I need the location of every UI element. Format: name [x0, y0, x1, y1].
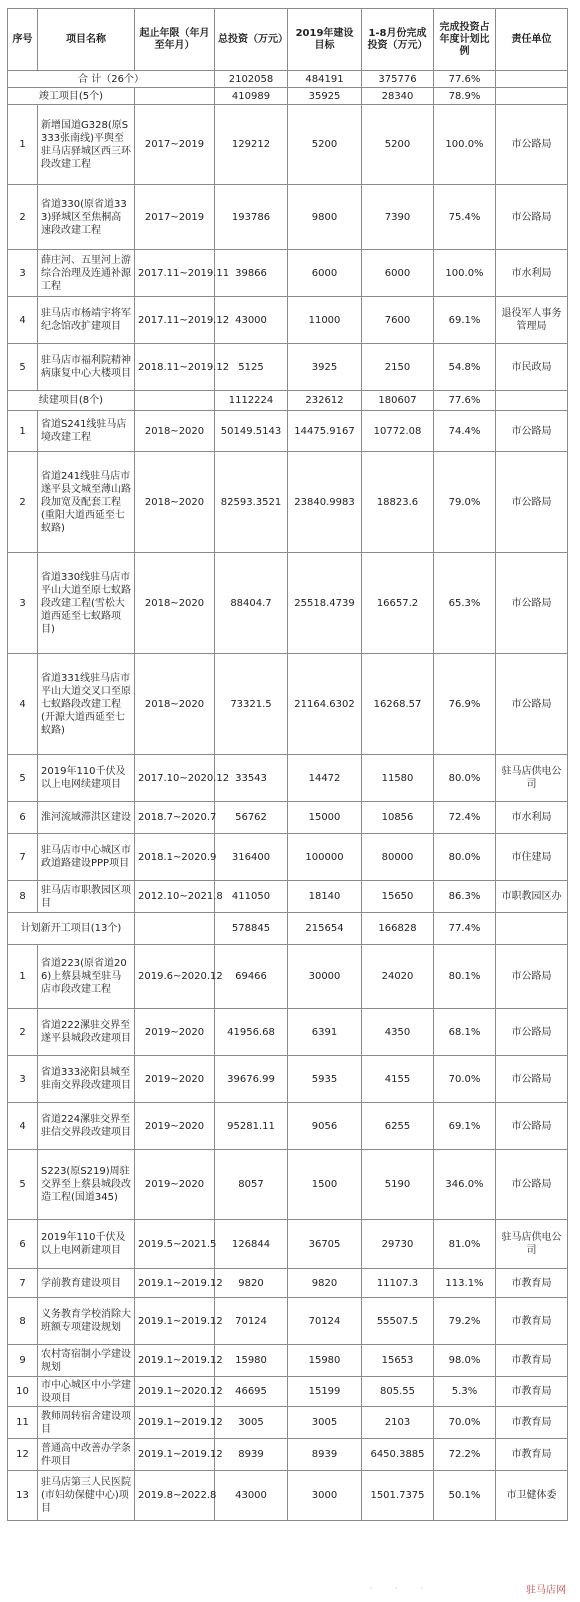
cell-annual-target: 6391 [288, 1009, 362, 1056]
cell-responsible-unit: 市教育局 [496, 1298, 568, 1345]
cell-annual-target: 25518.4739 [288, 553, 362, 654]
cell-no: 12 [8, 1439, 38, 1471]
cell-completed: 16657.2 [362, 553, 434, 654]
cell-project-name: 教师周转宿舍建设项目 [38, 1407, 135, 1439]
cell-annual-target: 36705 [288, 1220, 362, 1269]
cell-period: 2019.8~2022.8 [135, 1471, 215, 1521]
cell-completed: 16268.57 [362, 654, 434, 755]
cell-responsible-unit: 市公路局 [496, 452, 568, 553]
cell-annual-target: 5935 [288, 1056, 362, 1103]
cell-responsible-unit: 市教育局 [496, 1269, 568, 1298]
cell-ratio: 346.0% [434, 1150, 496, 1220]
cell-annual-target: 3005 [288, 1407, 362, 1439]
cell-no: 8 [8, 881, 38, 913]
cell-completed: 10772.08 [362, 411, 434, 452]
cell-annual-target: 14472 [288, 755, 362, 802]
cell-period: 2017~2019 [135, 185, 215, 250]
cell-completed: 18823.6 [362, 452, 434, 553]
cell-responsible-unit: 市公路局 [496, 411, 568, 452]
cell-completed: 805.55 [362, 1377, 434, 1407]
cell-period: 2017.10~2020.12 [135, 755, 215, 802]
cell-responsible-unit: 市公路局 [496, 1150, 568, 1220]
cell-project-name: 省道223(原省道206)上蔡县城至驻马店市段改建工程 [38, 945, 135, 1009]
cell-no: 6 [8, 1220, 38, 1269]
cell-period: 2018~2020 [135, 553, 215, 654]
cell-period: 2018.11~2019.12 [135, 344, 215, 391]
table-body [8, 71, 568, 1521]
cell-total-investment: 46695 [215, 1377, 288, 1407]
cell-annual-target: 8939 [288, 1439, 362, 1471]
grand-total-done: 375776 [362, 71, 434, 88]
cell-ratio: 65.3% [434, 553, 496, 654]
cell-total-investment: 56762 [215, 802, 288, 834]
cell-period: 2019~2020 [135, 1150, 215, 1220]
cell-ratio: 76.9% [434, 654, 496, 755]
cell-no: 8 [8, 1298, 38, 1345]
cell-no: 2 [8, 452, 38, 553]
cell-annual-target: 23840.9983 [288, 452, 362, 553]
cell-total-investment: 43000 [215, 297, 288, 344]
cell-completed: 7390 [362, 185, 434, 250]
cell-period: 2019.5~2021.5 [135, 1220, 215, 1269]
cell-total-investment: 8057 [215, 1150, 288, 1220]
cell-responsible-unit: 市职教园区办 [496, 881, 568, 913]
cell-no: 4 [8, 1103, 38, 1150]
cell-period: 2019.6~2020.12 [135, 945, 215, 1009]
header-row [8, 9, 568, 71]
cell-project-name: 省道S241线驻马店境改建工程 [38, 411, 135, 452]
section-ratio: 77.4% [434, 913, 496, 945]
cell-ratio: 50.1% [434, 1471, 496, 1521]
table-row [8, 250, 568, 297]
cell-no: 2 [8, 1009, 38, 1056]
cell-no: 3 [8, 553, 38, 654]
cell-no: 3 [8, 250, 38, 297]
cell-ratio: 100.0% [434, 250, 496, 297]
cell-annual-target: 9056 [288, 1103, 362, 1150]
cell-ratio: 54.8% [434, 344, 496, 391]
section-period [135, 391, 215, 411]
cell-annual-target: 15980 [288, 1345, 362, 1377]
cell-project-name: 农村寄宿制小学建设规划 [38, 1345, 135, 1377]
cell-responsible-unit: 市公路局 [496, 1056, 568, 1103]
table-row [8, 881, 568, 913]
cell-responsible-unit: 市公路局 [496, 185, 568, 250]
section-total: 410989 [215, 88, 288, 105]
cell-total-investment: 95281.11 [215, 1103, 288, 1150]
cell-responsible-unit: 驻马店供电公司 [496, 755, 568, 802]
grand-total-label: 合 计（26个） [8, 71, 215, 88]
section-total: 578845 [215, 913, 288, 945]
cell-responsible-unit: 市住建局 [496, 834, 568, 881]
cell-ratio: 68.1% [434, 1009, 496, 1056]
table-row [8, 1269, 568, 1298]
table-row [8, 834, 568, 881]
cell-period: 2019.1~2020.12 [135, 1377, 215, 1407]
cell-period: 2019.1~2019.12 [135, 1345, 215, 1377]
section-target: 35925 [288, 88, 362, 105]
cell-project-name: 2019年110千伏及以上电网新建项目 [38, 1220, 135, 1269]
cell-annual-target: 3000 [288, 1471, 362, 1521]
section-target: 232612 [288, 391, 362, 411]
cell-ratio: 72.2% [434, 1439, 496, 1471]
cell-total-investment: 41956.68 [215, 1009, 288, 1056]
section-done: 28340 [362, 88, 434, 105]
cell-total-investment: 88404.7 [215, 553, 288, 654]
cell-total-investment: 43000 [215, 1471, 288, 1521]
section-unit [496, 88, 568, 105]
col-header-unit: 责任单位 [496, 9, 568, 71]
table-row [8, 1056, 568, 1103]
section-label: 计划新开工项目(13个) [8, 913, 135, 945]
cell-no: 7 [8, 834, 38, 881]
cell-completed: 80000 [362, 834, 434, 881]
cell-project-name: 省道330(原省道333)驿城区至焦桐高速段改建工程 [38, 185, 135, 250]
cell-total-investment: 9820 [215, 1269, 288, 1298]
table-row [8, 1220, 568, 1269]
cell-completed: 29730 [362, 1220, 434, 1269]
cell-annual-target: 9800 [288, 185, 362, 250]
grand-total-unit [496, 71, 568, 88]
cell-ratio: 113.1% [434, 1269, 496, 1298]
table-row [8, 411, 568, 452]
cell-ratio: 100.0% [434, 105, 496, 185]
cell-no: 13 [8, 1471, 38, 1521]
table-row [8, 452, 568, 553]
cell-ratio: 86.3% [434, 881, 496, 913]
section-row [8, 88, 568, 105]
cell-completed: 1501.7375 [362, 1471, 434, 1521]
cell-ratio: 81.0% [434, 1220, 496, 1269]
cell-completed: 7600 [362, 297, 434, 344]
table-row [8, 1377, 568, 1407]
cell-responsible-unit: 市公路局 [496, 654, 568, 755]
cell-annual-target: 5200 [288, 105, 362, 185]
section-period [135, 913, 215, 945]
cell-ratio: 79.0% [434, 452, 496, 553]
cell-completed: 5190 [362, 1150, 434, 1220]
table-row [8, 185, 568, 250]
cell-period: 2019.1~2019.12 [135, 1439, 215, 1471]
cell-completed: 11107.3 [362, 1269, 434, 1298]
cell-project-name: 省道333泌阳县城至驻南交界段改建项目 [38, 1056, 135, 1103]
table-row [8, 105, 568, 185]
cell-responsible-unit: 市公路局 [496, 1009, 568, 1056]
cell-period: 2019~2020 [135, 1009, 215, 1056]
cell-ratio: 79.2% [434, 1298, 496, 1345]
table-row [8, 654, 568, 755]
col-header-period: 起止年限（年月至年月） [135, 9, 215, 71]
grand-total-total: 2102058 [215, 71, 288, 88]
cell-no: 1 [8, 411, 38, 452]
cell-no: 5 [8, 1150, 38, 1220]
cell-completed: 6450.3885 [362, 1439, 434, 1471]
cell-no: 2 [8, 185, 38, 250]
table-row [8, 1407, 568, 1439]
table-row [8, 802, 568, 834]
cell-completed: 55507.5 [362, 1298, 434, 1345]
cell-project-name: 义务教育学校消除大班额专项建设规划 [38, 1298, 135, 1345]
cell-responsible-unit: 市公路局 [496, 105, 568, 185]
grand-total-ratio: 77.6% [434, 71, 496, 88]
table-row [8, 1298, 568, 1345]
table-row [8, 1345, 568, 1377]
cell-total-investment: 70124 [215, 1298, 288, 1345]
cell-total-investment: 8939 [215, 1439, 288, 1471]
cell-period: 2018~2020 [135, 452, 215, 553]
section-ratio: 77.6% [434, 391, 496, 411]
cell-no: 10 [8, 1377, 38, 1407]
cell-project-name: 省道331线驻马店市平山大道交叉口至原七蚁路段改建工程(开源大道西延至七蚁路) [38, 654, 135, 755]
cell-responsible-unit: 市教育局 [496, 1345, 568, 1377]
investment-table [7, 8, 568, 1521]
cell-no: 1 [8, 945, 38, 1009]
table-row [8, 1439, 568, 1471]
cell-completed: 6255 [362, 1103, 434, 1150]
cell-total-investment: 69466 [215, 945, 288, 1009]
cell-project-name: 省道330线驻马店市平山大道至原七蚁路段改建工程(雪松大道西延至七蚁路项目) [38, 553, 135, 654]
cell-period: 2019~2020 [135, 1056, 215, 1103]
cell-completed: 11580 [362, 755, 434, 802]
cell-period: 2018~2020 [135, 411, 215, 452]
cell-responsible-unit: 市水利局 [496, 250, 568, 297]
cell-total-investment: 5125 [215, 344, 288, 391]
table-row [8, 297, 568, 344]
cell-total-investment: 316400 [215, 834, 288, 881]
cell-ratio: 80.1% [434, 945, 496, 1009]
section-unit [496, 913, 568, 945]
cell-total-investment: 39676.99 [215, 1056, 288, 1103]
col-header-no: 序号 [8, 9, 38, 71]
section-row [8, 391, 568, 411]
cell-project-name: 省道241线驻马店市遂平县文城至薄山路段加宽及配套工程(重阳大道西延至七蚁路) [38, 452, 135, 553]
cell-project-name: 新增国道G328(原S333张南线)平舆至驻马店驿城区西三环段改建工程 [38, 105, 135, 185]
cell-project-name: 普通高中改善办学条件项目 [38, 1439, 135, 1471]
grand-total-target: 484191 [288, 71, 362, 88]
cell-completed: 15653 [362, 1345, 434, 1377]
cell-ratio: 74.4% [434, 411, 496, 452]
section-row [8, 913, 568, 945]
cell-annual-target: 100000 [288, 834, 362, 881]
cell-completed: 2150 [362, 344, 434, 391]
cell-annual-target: 15000 [288, 802, 362, 834]
watermark-dots: · · · [370, 1584, 433, 1593]
cell-period: 2018.1~2020.9 [135, 834, 215, 881]
cell-ratio: 70.0% [434, 1056, 496, 1103]
cell-annual-target: 14475.9167 [288, 411, 362, 452]
cell-annual-target: 6000 [288, 250, 362, 297]
cell-completed: 24020 [362, 945, 434, 1009]
section-target: 215654 [288, 913, 362, 945]
cell-no: 3 [8, 1056, 38, 1103]
cell-period: 2018~2020 [135, 654, 215, 755]
cell-no: 11 [8, 1407, 38, 1439]
cell-completed: 4155 [362, 1056, 434, 1103]
col-header-name: 项目名称 [38, 9, 135, 71]
col-header-total: 总投资（万元） [215, 9, 288, 71]
cell-annual-target: 15199 [288, 1377, 362, 1407]
cell-no: 5 [8, 755, 38, 802]
cell-annual-target: 9820 [288, 1269, 362, 1298]
table-row [8, 1009, 568, 1056]
section-label: 竣工项目(5个) [8, 88, 135, 105]
cell-period: 2019.1~2019.12 [135, 1269, 215, 1298]
cell-project-name: S223(原S219)周驻交界至上蔡县城段改造工程(国道345) [38, 1150, 135, 1220]
cell-total-investment: 126844 [215, 1220, 288, 1269]
cell-responsible-unit: 驻马店供电公司 [496, 1220, 568, 1269]
cell-completed: 5200 [362, 105, 434, 185]
cell-total-investment: 82593.3521 [215, 452, 288, 553]
cell-responsible-unit: 市卫健体委 [496, 1471, 568, 1521]
cell-total-investment: 3005 [215, 1407, 288, 1439]
table-row [8, 755, 568, 802]
cell-total-investment: 193786 [215, 185, 288, 250]
cell-project-name: 省道222漯驻交界至遂平县城段改建项目 [38, 1009, 135, 1056]
cell-responsible-unit: 市教育局 [496, 1377, 568, 1407]
cell-annual-target: 3925 [288, 344, 362, 391]
cell-project-name: 驻马店市中心城区市政道路建设PPP项目 [38, 834, 135, 881]
cell-completed: 15650 [362, 881, 434, 913]
cell-total-investment: 73321.5 [215, 654, 288, 755]
cell-responsible-unit: 市教育局 [496, 1439, 568, 1471]
cell-annual-target: 30000 [288, 945, 362, 1009]
cell-completed: 4350 [362, 1009, 434, 1056]
cell-total-investment: 15980 [215, 1345, 288, 1377]
cell-project-name: 驻马店市职教园区项目 [38, 881, 135, 913]
section-label: 续建项目(8个) [8, 391, 135, 411]
section-done: 166828 [362, 913, 434, 945]
col-header-done: 1-8月份完成投资（万元） [362, 9, 434, 71]
cell-ratio: 80.0% [434, 834, 496, 881]
cell-no: 4 [8, 654, 38, 755]
cell-project-name: 省道224漯驻交界至驻信交界段改建项目 [38, 1103, 135, 1150]
section-total: 1112224 [215, 391, 288, 411]
cell-total-investment: 39866 [215, 250, 288, 297]
cell-responsible-unit: 市民政局 [496, 344, 568, 391]
cell-total-investment: 50149.5143 [215, 411, 288, 452]
table-row [8, 553, 568, 654]
cell-annual-target: 18140 [288, 881, 362, 913]
cell-ratio: 5.3% [434, 1377, 496, 1407]
cell-project-name: 驻马店市福利院精神病康复中心大楼项目 [38, 344, 135, 391]
cell-period: 2012.10~2021.8 [135, 881, 215, 913]
cell-no: 7 [8, 1269, 38, 1298]
cell-period: 2018.7~2020.7 [135, 802, 215, 834]
cell-no: 4 [8, 297, 38, 344]
cell-no: 1 [8, 105, 38, 185]
cell-ratio: 72.4% [434, 802, 496, 834]
col-header-target: 2019年建设目标 [288, 9, 362, 71]
cell-total-investment: 129212 [215, 105, 288, 185]
cell-period: 2017~2019 [135, 105, 215, 185]
cell-project-name: 市中心城区中小学建设项目 [38, 1377, 135, 1407]
col-header-ratio: 完成投资占年度计划比例 [434, 9, 496, 71]
cell-no: 9 [8, 1345, 38, 1377]
section-ratio: 78.9% [434, 88, 496, 105]
table-row [8, 1471, 568, 1521]
cell-annual-target: 1500 [288, 1150, 362, 1220]
cell-period: 2017.11~2019.12 [135, 297, 215, 344]
section-done: 180607 [362, 391, 434, 411]
grand-total-row [8, 71, 568, 88]
cell-period: 2019.1~2019.12 [135, 1298, 215, 1345]
cell-responsible-unit: 市公路局 [496, 553, 568, 654]
cell-project-name: 驻马店第三人民医院(市妇幼保健中心)项目 [38, 1471, 135, 1521]
cell-project-name: 驻马店市杨靖宇将军纪念馆改扩建项目 [38, 297, 135, 344]
cell-responsible-unit: 市公路局 [496, 945, 568, 1009]
cell-responsible-unit: 市教育局 [496, 1407, 568, 1439]
cell-ratio: 70.0% [434, 1407, 496, 1439]
cell-annual-target: 70124 [288, 1298, 362, 1345]
cell-total-investment: 33543 [215, 755, 288, 802]
cell-responsible-unit: 市公路局 [496, 1103, 568, 1150]
cell-ratio: 80.0% [434, 755, 496, 802]
table-row [8, 945, 568, 1009]
cell-project-name: 薛庄河、五里河上游综合治理及连通补源工程 [38, 250, 135, 297]
cell-total-investment: 411050 [215, 881, 288, 913]
cell-ratio: 98.0% [434, 1345, 496, 1377]
cell-responsible-unit: 退役军人事务管理局 [496, 297, 568, 344]
cell-period: 2017.11~2019.11 [135, 250, 215, 297]
cell-completed: 6000 [362, 250, 434, 297]
section-unit [496, 391, 568, 411]
cell-project-name: 学前教育建设项目 [38, 1269, 135, 1298]
watermark-logo: 驻马店网 [526, 1585, 566, 1596]
cell-annual-target: 21164.6302 [288, 654, 362, 755]
table-row [8, 344, 568, 391]
cell-ratio: 69.1% [434, 297, 496, 344]
cell-period: 2019~2020 [135, 1103, 215, 1150]
cell-annual-target: 11000 [288, 297, 362, 344]
cell-ratio: 69.1% [434, 1103, 496, 1150]
cell-responsible-unit: 市水利局 [496, 802, 568, 834]
cell-ratio: 75.4% [434, 185, 496, 250]
cell-no: 5 [8, 344, 38, 391]
table-row [8, 1103, 568, 1150]
cell-no: 6 [8, 802, 38, 834]
cell-completed: 10856 [362, 802, 434, 834]
cell-completed: 2103 [362, 1407, 434, 1439]
cell-project-name: 淮河流域滞洪区建设 [38, 802, 135, 834]
table-row [8, 1150, 568, 1220]
cell-project-name: 2019年110千伏及以上电网续建项目 [38, 755, 135, 802]
section-period [135, 88, 215, 105]
cell-period: 2019.1~2019.12 [135, 1407, 215, 1439]
